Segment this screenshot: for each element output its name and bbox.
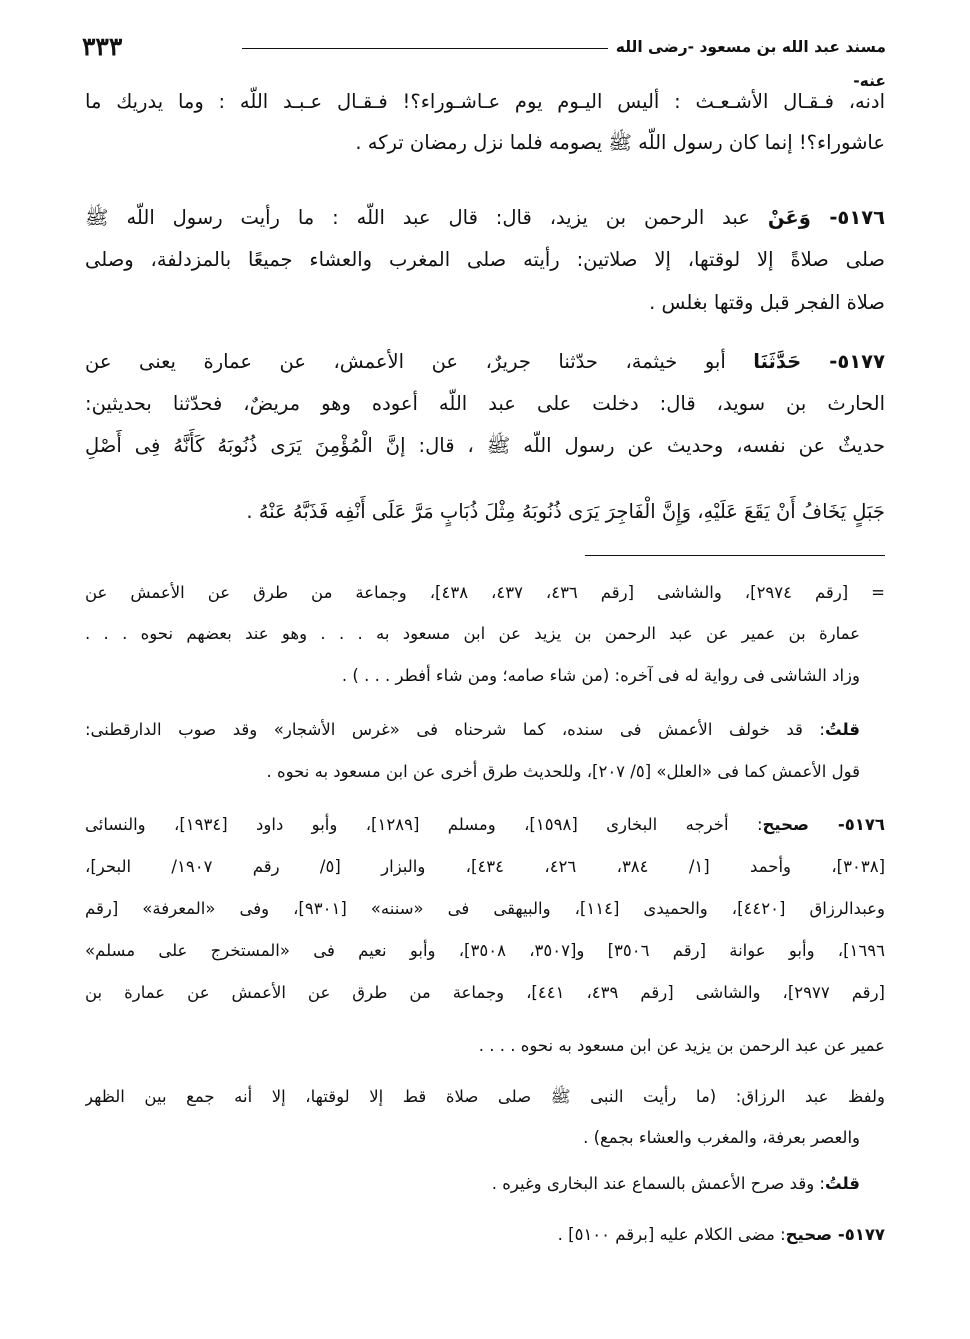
footnote-line: [٣٠٣٨]، وأحمد [١/ ٣٨٤، ٤٢٦، ٤٣٤]، والبزار [٥/ رقم ١٩٠٧/ البحر]، — [85, 857, 885, 876]
text-line: الحارث بن سويد، قال: دخلت على عبد اللّه أعوده وهو مريضٌ، فحدّثنا بحديثين: — [85, 392, 885, 415]
text-span: : أخرجه البخارى [١٥٩٨]، ومسلم [١٢٨٩]، وأبو داود [١٩٣٤]، والنسائى — [85, 815, 763, 834]
page-header — [82, 30, 886, 90]
footnote-line: عمارة بن عمير عن عبد الرحمن بن يزيد عن ابن مسعود به . . . وهو عند بعضهم نحوه . . . — [85, 624, 860, 643]
hadith-number: ٥١٧٧- حَدَّثَنَا — [753, 350, 885, 373]
hadith-5176-first-line — [85, 198, 885, 238]
page-number: ٣٣٣ — [82, 32, 123, 61]
text-span: : قد خولف الأعمش فى سنده، كما شرحناه فى «غرس الأشجار» وقد صوب الدارقطنى: — [85, 720, 825, 739]
text-line: عاشوراء؟! إنما كان رسول اللّه ﷺ يصومه فلما نزل رمضان تركه . — [355, 131, 885, 154]
text-line: صلاة الفجر قبل وقتها بغلس . — [649, 291, 885, 314]
qultu-label: قلتُ — [824, 1174, 860, 1193]
running-title: مسند عبد الله بن مسعود -رضى الله عنه- — [615, 38, 886, 90]
text-line: ادنه، فـقـال الأشـعـث : أليس اليـوم يوم عـاشـوراء؟! فـقـال عـبـد اللّه : وما يدريك ما — [85, 90, 885, 113]
footnote-line — [85, 1167, 860, 1201]
text-line: حديثٌ عن نفسه، وحديث عن رسول اللّه ﷺ ، قال: إنَّ الْمُؤْمِنَ يَرَى ذُنُوبَهُ كَأَنَّهُ فِى أَصْلِ — [85, 434, 885, 457]
footnote-5176-first-line — [85, 808, 885, 842]
text-line: جَبَلٍ يَخَافُ أَنْ يَقَعَ عَلَيْهِ، وَإِنَّ الْفَاجِرَ يَرَى ذُنُوبَهُ مِثْلَ ذُبَابٍ مَرَّ عَلَى أَنْفِه فَذَبَّهُ عَنْهُ . — [246, 500, 885, 523]
footnote-line: [رقم ٢٩٧٧]، والشاشى [رقم ٤٣٩، ٤٤١]، وجماعة من طرق عن الأعمش عن عمارة بن — [85, 983, 885, 1002]
footnote-line: والعصر بعرفة، والمغرب والعشاء بجمع) . — [583, 1128, 860, 1147]
text-line: صلى صلاةً إلا لوقتها، إلا صلاتين: رأيته صلى المغرب والعشاء جميعًا بالمزدلفة، وصلى — [85, 248, 885, 271]
footnote-separator — [585, 555, 885, 556]
footnote-line: ١٦٩٦]، وأبو عوانة [رقم ٣٥٠٦] و[٣٥٠٧، ٣٥٠٨]، وأبو نعيم فى «المستخرج على مسلم» — [85, 941, 885, 960]
footnote-line: عمير عن عبد الرحمن بن يزيد عن ابن مسعود به نحوه . . . . — [478, 1036, 885, 1055]
footnote-5177-line — [85, 1218, 885, 1252]
text-span: عبد الرحمن بن يزيد، قال: قال عبد اللّه : ما رأيت رسول اللّه ﷺ — [85, 206, 750, 229]
footnote-line: قول الأعمش كما فى «العلل» [٥/ ٢٠٧]، وللحديث طرق أخرى عن ابن مسعود به نحوه . — [266, 762, 860, 781]
footnote-line: وزاد الشاشى فى رواية له فى آخره: (من شاء صامه؛ ومن شاء أفطر . . . ) . — [341, 666, 860, 685]
header-rule — [242, 48, 608, 49]
hadith-5177-first-line — [85, 342, 885, 382]
grading-label: ٥١٧٧- صحيح — [785, 1225, 885, 1244]
text-span: أبو خيثمة، حدّثنا جريرٌ، عن الأعمش، عن عمارة يعنى عن — [85, 350, 726, 373]
text-span: : وقد صرح الأعمش بالسماع عند البخارى وغيره . — [491, 1174, 825, 1193]
footnote-line: ولفظ عبد الرزاق: (ما رأيت النبى ﷺ صلى صلاة قط إلا لوقتها، إلا أنه جمع بين الظهر — [85, 1087, 885, 1106]
hadith-number: ٥١٧٦- وَعَنْ — [767, 206, 885, 229]
footnote-line: = [رقم ٢٩٧٤]، والشاشى [رقم ٤٣٦، ٤٣٧، ٤٣٨]، وجماعة من طرق عن الأعمش عن — [85, 583, 885, 602]
text-span: : مضى الكلام عليه [برقم ٥١٠٠] . — [557, 1225, 786, 1244]
qultu-label: قلتُ — [824, 720, 860, 739]
footnote-line: وعبدالرزاق [٤٤٢٠]، والحميدى [١١٤]، والبيهقى فى «سننه» [٩٣٠١]، وفى «المعرفة» [رقم — [85, 899, 885, 918]
footnote-line — [85, 713, 860, 747]
grading-label: ٥١٧٦- صحيح — [762, 815, 885, 834]
